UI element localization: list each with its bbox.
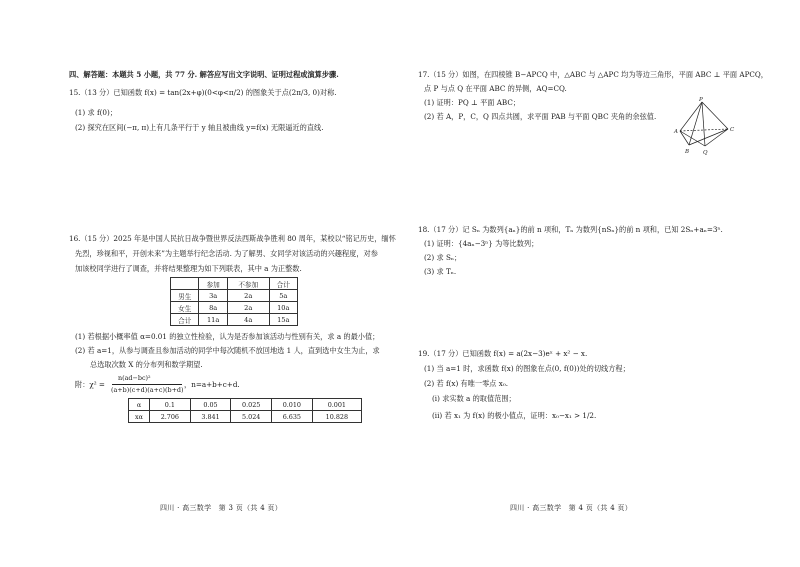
q16-line2: 先烈，珍视和平，开创未来”为主题举行纪念活动. 为了解男、女同学对该活动的兴趣程度，对参: [75, 249, 378, 258]
cv-cell: 0.05: [190, 399, 231, 411]
label-a: A: [674, 129, 678, 135]
cv-cell: 0.010: [272, 399, 313, 411]
label-b: B: [685, 149, 690, 155]
formula-numerator: n(ad−bc)²: [118, 374, 151, 382]
pyramid-figure: [672, 96, 742, 156]
q16-part1: (1) 若根据小概率值 α=0.01 的独立性检验，认为是否参加该活动与性别有关，求 a 的最小值；: [75, 332, 380, 341]
ct-cell: 3a: [199, 290, 227, 302]
q17-line2: 点 P 与点 Q 在平面 ABC 的异侧，AQ=CQ.: [424, 84, 567, 93]
ct-cell: 不参加: [227, 278, 269, 290]
q15-part2: (2) 探究在区间(−π, π)上有几条平行于 y 轴且被曲线 y=f(x) 无限逼近的直线.: [75, 123, 324, 132]
ct-cell: [171, 278, 199, 290]
edge-ab: [680, 131, 689, 145]
cv-cell: 5.024: [231, 411, 272, 423]
ct-cell: 4a: [227, 314, 269, 326]
edge-pc: [702, 102, 728, 129]
edge-pb: [689, 102, 702, 145]
cv-cell: 6.635: [272, 411, 313, 423]
formula-tail: ，n=a+b+c+d.: [184, 380, 240, 389]
contingency-table: [170, 277, 298, 326]
q18-part1: (1) 证明：{4aₙ−3ⁿ} 为等比数列；: [424, 239, 539, 248]
q16-line1: 16.（15 分）2025 年是中国人民抗日战争暨世界反法西斯战争胜利 80 周年，某校以“铭记历史，缅怀: [69, 234, 396, 243]
q19-part2ii: (ii) 若 x₁ 为 f(x) 的极小值点，证明：x₀−x₁ > 1/2.: [432, 411, 597, 420]
q18-part3: (3) 求 Tₙ.: [424, 267, 457, 276]
q19-stem: 19.（17 分）已知函数 f(x) = a(2x−3)eˣ + x² − x.: [418, 349, 588, 358]
ct-cell: 5a: [269, 290, 297, 302]
cv-cell: 3.841: [190, 411, 231, 423]
ct-cell: 女生: [171, 302, 199, 314]
ct-cell: 10a: [269, 302, 297, 314]
q17-line1: 17.（15 分）如图，在四棱锥 B−APCQ 中，△ABC 与 △APC 均为等边三角形，平面 ABC ⊥ 平面 APCQ，: [418, 70, 768, 79]
page-footer: 四川 · 高三数学 第 4 页（共 4 页）: [510, 504, 633, 512]
ct-cell: 15a: [269, 314, 297, 326]
ct-cell: 参加: [199, 278, 227, 290]
ct-cell: 2a: [227, 302, 269, 314]
edge-pa: [680, 102, 702, 131]
critical-value-table: [128, 398, 362, 423]
ct-cell: 合计: [269, 278, 297, 290]
q18-part2: (2) 求 Sₙ；: [424, 253, 462, 262]
formula-denominator: (a+b)(c+d)(a+c)(b+d): [111, 386, 184, 394]
q18-stem: 18.（17 分）记 Sₙ 为数列{aₙ}的前 n 项和，Tₙ 为数列{nSₙ}的前 n 项和，已知 2Sₙ+aₙ=3ⁿ.: [418, 225, 723, 234]
ct-cell: 合计: [171, 314, 199, 326]
q16-line3: 加该校同学进行了调查，并将结果整理为如下列联表，其中 a 为正整数.: [75, 264, 302, 273]
formula-label: 附：χ² =: [75, 380, 105, 389]
q16-part2-line2: 总选取次数 X 的分布列和数学期望.: [90, 360, 203, 369]
edge-cq: [705, 129, 728, 146]
cv-cell: 10.828: [312, 411, 361, 423]
q19-part2i: (i) 求实数 a 的取值范围；: [432, 394, 516, 403]
q16-part2-line1: (2) 若 a=1，从参与调查且参加活动的同学中每次随机不放回地选 1 人，直到选中女生为止，求: [75, 346, 380, 355]
q19-part2: (2) 若 f(x) 有唯一零点 x₀.: [424, 379, 508, 388]
right-page: [400, 0, 800, 567]
q15-part1: (1) 求 f(0)；: [75, 108, 117, 117]
cv-cell: 2.706: [150, 411, 191, 423]
page-footer: 四川 · 高三数学 第 3 页（共 4 页）: [160, 504, 283, 512]
ct-cell: 8a: [199, 302, 227, 314]
q17-part2: (2) 若 A，P，C，Q 四点共圆，求平面 PAB 与平面 QBC 夹角的余弦值.: [424, 112, 657, 121]
cv-cell: 0.025: [231, 399, 272, 411]
section-header: 四、解答题：本题共 5 小题，共 77 分. 解答应写出文字说明、证明过程或演算步骤.: [69, 70, 339, 79]
edge-bc: [689, 129, 728, 145]
ct-cell: 2a: [227, 290, 269, 302]
ct-cell: 11a: [199, 314, 227, 326]
cv-cell: 0.1: [150, 399, 191, 411]
label-c: C: [730, 127, 735, 133]
label-q: Q: [703, 150, 708, 156]
q15-stem: 15.（13 分）已知函数 f(x) = tan(2x+φ)(0<φ<π/2) 的图象关于点(2π/3, 0)对称.: [69, 88, 337, 97]
cv-cell: 0.001: [312, 399, 361, 411]
ct-cell: 男生: [171, 290, 199, 302]
cv-cell: xα: [129, 411, 150, 423]
q17-part1: (1) 证明：PQ ⊥ 平面 ABC；: [424, 98, 521, 107]
label-p: P: [699, 97, 703, 103]
q19-part1: (1) 当 a=1 时，求函数 f(x) 的图象在点(0, f(0))处的切线方程；: [424, 364, 630, 373]
cv-cell: α: [129, 399, 150, 411]
